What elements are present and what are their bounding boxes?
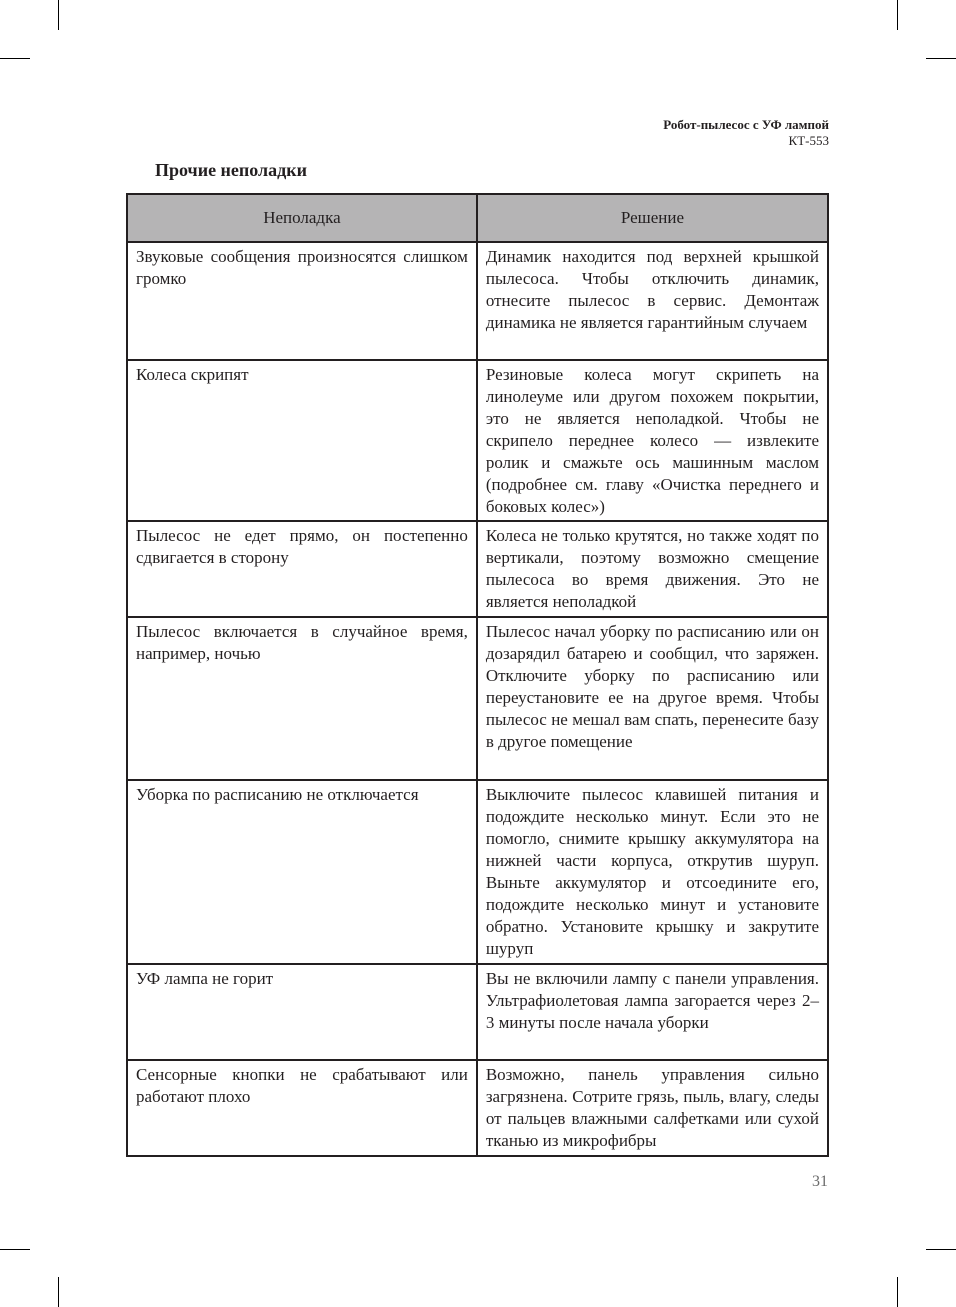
table-row (127, 617, 828, 780)
solution-cell: Колеса не только крутятся, но также ходят по вертикали, поэтому возможно смещение пылесоса во время движения. Это не является неполадкой (477, 521, 828, 617)
solution-cell: Возможно, панель управления сильно загрязнена. Сотрите грязь, пыль, влагу, следы от пальцев влажными салфетками или сухой тканью из микрофибры (477, 1060, 828, 1156)
column-header-problem: Неполадка (127, 194, 477, 242)
table-row (127, 780, 828, 964)
crop-mark-bottom-left-vertical (58, 1277, 59, 1307)
solution-cell: Вы не включили лампу с панели управления. Ультрафиолетовая лампа загорается через 2–3 минуты после начала уборки (477, 964, 828, 1060)
crop-mark-bottom-right-horizontal (926, 1249, 956, 1250)
solution-cell: Пылесос начал уборку по расписанию или он дозарядил батарею и сообщил, что заряжен. Отключите уборку по расписанию или переустановите ее на другое время. Чтобы пылесос не мешал вам спать, перенесите базу в другое помещение (477, 617, 828, 780)
section-title: Прочие неполадки (155, 160, 307, 180)
crop-mark-top-right-horizontal (926, 58, 956, 59)
problem-cell: Колеса скрипят (127, 360, 477, 521)
product-model: КТ-553 (788, 133, 829, 148)
problem-cell: Пылесос включается в случайное время, например, ночью (127, 617, 477, 780)
crop-mark-top-left-vertical (58, 0, 59, 30)
crop-mark-bottom-right-vertical (897, 1277, 898, 1307)
problem-cell: Звуковые сообщения произносятся слишком громко (127, 242, 477, 360)
crop-mark-top-right-vertical (897, 0, 898, 30)
problem-cell: Сенсорные кнопки не срабатывают или работают плохо (127, 1060, 477, 1156)
crop-mark-bottom-left-horizontal (0, 1249, 30, 1250)
product-title: Робот-пылесос с УФ лампой (663, 117, 829, 132)
problem-cell: УФ лампа не горит (127, 964, 477, 1060)
table-row (127, 360, 828, 521)
page-number: 31 (812, 1173, 828, 1190)
running-header (663, 117, 829, 149)
solution-cell: Выключите пылесос клавишей питания и подождите несколько минут. Если это не помогло, снимите крышку аккумулятора на нижней части корпуса, открутив шуруп. Выньте аккумулятор и отсоедините его, подождите несколько минут и установите обратно. Установите крышку и закрутите шуруп (477, 780, 828, 964)
table-row (127, 964, 828, 1060)
table-header-row (127, 194, 828, 242)
crop-mark-top-left-horizontal (0, 58, 30, 59)
troubleshooting-table (126, 193, 829, 1157)
problem-cell: Уборка по расписанию не отключается (127, 780, 477, 964)
table-row (127, 521, 828, 617)
problem-cell: Пылесос не едет прямо, он постепенно сдвигается в сторону (127, 521, 477, 617)
column-header-solution: Решение (477, 194, 828, 242)
table-row (127, 242, 828, 360)
table-row (127, 1060, 828, 1156)
solution-cell: Резиновые колеса могут скрипеть на линолеуме или другом похожем покрытии, это не является неполадкой. Чтобы не скрипело переднее колесо — извлеките ролик и смажьте ось машинным маслом (подробнее см. главу «Очистка переднего и боковых колес») (477, 360, 828, 521)
solution-cell: Динамик находится под верхней крышкой пылесоса. Чтобы отключить динамик, отнесите пылесос в сервис. Демонтаж динамика не является гарантийным случаем (477, 242, 828, 360)
